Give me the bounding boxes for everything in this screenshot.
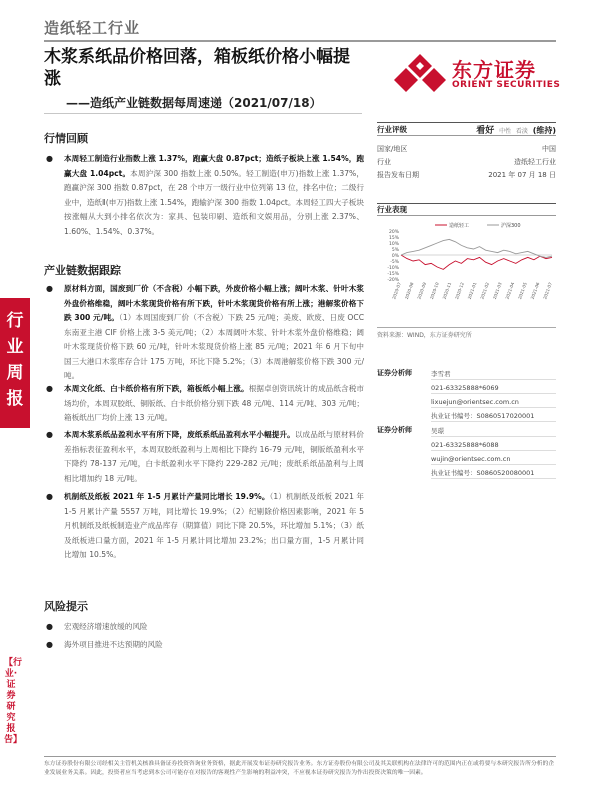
- disclaimer: 东方证券股份有限公司经相关主管机关核准具备证券投资咨询业务资格，据此开展发布证券研究报告业务。东方证券股份有限公司及其关联机构在法律许可的范围内正在或将要与本研究报告所分析的企业发展业务关系。因此，投资者应当考虑到本公司可能存在对报告的客观性产生影响的利益冲突，不应视本证券研究报告为作出投资决策的唯一因素。: [44, 761, 555, 776]
- analyst-cert: 执业证书编号：S0860517020001: [431, 410, 556, 422]
- bullet-bold: 机制纸及纸板 2021 年 1-5 月累计产量同比增长 19.9%。: [64, 492, 270, 501]
- rating-row-value: 中国: [542, 144, 556, 153]
- performance-title: 行业表现: [377, 203, 556, 216]
- rating-table: [377, 122, 556, 181]
- chain-bullet-3: [44, 428, 364, 486]
- x-tick-label: 2020-08: [403, 281, 415, 300]
- series-line-0: [401, 255, 552, 269]
- y-tick-label: -15%: [387, 272, 399, 277]
- bullet-bold: 本周文化纸、白卡纸价格有所下跌，箱板纸小幅上涨。: [64, 384, 249, 393]
- analyst-block-1: [377, 368, 556, 428]
- x-tick-label: 2021-04: [504, 281, 516, 300]
- analyst-name: 李雪君: [431, 368, 556, 380]
- y-tick-label: -10%: [387, 266, 399, 271]
- report-title: 木浆系纸品价格回落，箱板纸价格小幅提涨: [44, 47, 350, 89]
- analyst-name: 吴璟: [431, 425, 556, 437]
- legend-label: 造纸轻工: [449, 223, 470, 229]
- analyst-role: 证券分析师: [377, 426, 412, 434]
- bullet-text: （1）机制纸及纸板 2021 年 1-5 月累计产量 5557 万吨，同比增长 19.9%；（2）纪剔除价格因素影响，2021 年 5 月机制纸及纸板制造业产成品库存（期算值）同比下降 20.5%，环比增加 5.1%；（3）纸及纸板进口量方面，2021 年 1-5 月累计同比增加 23.2%；出口量方面，1-5 月累计同比增加 10.5%。: [64, 492, 364, 559]
- rating-row-key: 国家/地区: [377, 144, 408, 153]
- industry-tag: 造纸轻工行业: [44, 19, 141, 37]
- top-divider: [44, 40, 556, 42]
- industry-performance-chart: [377, 217, 556, 325]
- x-tick-label: 2021-03: [491, 281, 503, 300]
- chain-bullet-2: [44, 382, 364, 426]
- rating-value: 看好: [476, 125, 495, 136]
- orient-logo-icon: [390, 52, 450, 96]
- disclaimer-divider: [44, 756, 556, 757]
- x-tick-label: 2020-10: [429, 281, 440, 300]
- legend-label: 沪深300: [501, 223, 521, 229]
- x-tick-label: 2021-05: [517, 281, 528, 300]
- title-divider: [44, 113, 362, 114]
- bullet-text: 根据卓创资讯统计的成品纸含税市场均价，本周双胶纸、铜版纸、白卡纸价格分别下跌 48 元/吨、114 元/吨、303 元/吨；箱板纸出厂均价上涨 13 元/吨。: [64, 384, 365, 422]
- bullet-text: 宏观经济增速放缓的风险: [64, 622, 148, 631]
- y-tick-label: 20%: [388, 230, 399, 235]
- x-tick-label: 2021-01: [466, 281, 478, 300]
- risk-bullet-2: [44, 638, 364, 653]
- x-tick-label: 2021-06: [529, 281, 541, 300]
- x-tick-label: 2021-02: [479, 281, 491, 300]
- side-label: 行业周报: [6, 311, 24, 409]
- bullet-dot-icon: ●: [46, 622, 53, 631]
- x-tick-label: 2020-09: [416, 281, 428, 300]
- rating-option: 看淡: [515, 127, 528, 135]
- rating-row: [377, 142, 556, 155]
- analyst-cert: 执业证书编号：S0860520080001: [431, 467, 556, 479]
- x-tick-label: 2020-07: [391, 281, 402, 300]
- bullet-text: （1）本周国废到厂价（不含税）下跌 25 元/吨；美废、欧废、日废 OCC 东南亚主港 CIF 价格上涨 3-5 美元/吨；（2）本周阔叶木浆、针叶木浆外盘价格维稳；阔叶木浆现货价格下跌 60 元/吨，针叶木浆现货价格上涨 85 元/吨；2021 年 6 月下旬中国三大港口木浆库存合计 175 万吨，环比下降 5.2%；（3）本周港解浆价格下跌 300 元/吨。: [64, 313, 364, 380]
- section-review-heading: 行情回顾: [44, 132, 88, 145]
- rating-row-key: 报告发布日期: [377, 170, 419, 179]
- chain-bullet-1: [44, 282, 364, 384]
- bullet-dot-icon: ●: [46, 284, 53, 293]
- y-tick-label: 15%: [388, 236, 399, 241]
- y-tick-label: 0%: [391, 254, 399, 259]
- analyst-role: 证券分析师: [377, 369, 412, 377]
- chain-bullet-4: [44, 490, 364, 563]
- source-divider: [377, 327, 556, 328]
- rating-option: 中性: [499, 127, 512, 135]
- risk-bullet-1: [44, 620, 364, 635]
- section-chain-heading: 产业链数据跟踪: [44, 264, 121, 277]
- rating-row: [377, 168, 556, 181]
- x-tick-label: 2021-07: [542, 281, 553, 300]
- analyst-phone: 021-63325888*6088: [431, 439, 556, 451]
- section-risk-heading: 风险提示: [44, 600, 88, 613]
- y-tick-label: 10%: [388, 242, 399, 247]
- rating-head-row: [377, 122, 556, 136]
- chart-source: 资料来源：WIND，东方证券研究所: [377, 332, 472, 339]
- analyst-email[interactable]: wujin@orientsec.com.cn: [431, 453, 556, 465]
- x-tick-label: 2020-12: [454, 281, 465, 300]
- logo-name-en: ORIENT SECURITIES: [452, 80, 561, 90]
- bullet-dot-icon: ●: [46, 430, 53, 439]
- bullet-text: 本周沪深 300 指数上涨 0.50%。轻工制造(申万)指数上涨 1.37%，跑赢沪深 300 指数 0.87pct，在 28 个申万一级行业中位列第 13 位，排名中位；二级行业中，造纸Ⅱ(申万)指数上涨 1.54%，跑输沪深 300 指数 1.04pct。本周轻工四大子板块按涨幅从大到小排名依次为：家具、包装印刷、造纸和文娱用品，分别上涨 2.37%、1.60%、1.54%、0.37%。: [64, 168, 364, 236]
- bullet-dot-icon: ●: [46, 492, 53, 501]
- bullet-bold: 本周木浆系纸品盈利水平有所下降，废纸系纸品盈利水平小幅提升。: [64, 430, 295, 439]
- y-tick-label: 5%: [391, 248, 399, 253]
- x-tick-label: 2020-11: [441, 281, 453, 300]
- bullet-text: 以成品纸与原材料价差指标表征盈利水平，本周双胶纸盈利与上周相比下降约 16-79 元/吨，铜版纸盈利水平下降约 78-137 元/吨，白卡纸盈利水平下降约 229-282 元/吨；废纸系纸品盈利与上周相比增加约 18 元/吨。: [64, 430, 364, 483]
- rating-status: (维持): [532, 125, 556, 135]
- bullet-dot-icon: ●: [46, 154, 53, 163]
- rating-row-key: 行业: [377, 157, 391, 166]
- rating-row: [377, 155, 556, 168]
- bullet-bold: 原材料方面，国废到厂价（不含税）小幅下跌，外废价格小幅上涨；阔叶木浆、针叶木浆外盘价格维稳，阔叶木浆现货价格有所下跌，针叶木浆现货价格有所上涨；港解浆价格下跌 300 元/吨。: [64, 284, 364, 322]
- bullet-text: 海外项目推进不达预期的风险: [64, 640, 163, 649]
- rating-row-value: 造纸轻工行业: [514, 157, 556, 166]
- y-tick-label: -5%: [390, 260, 399, 265]
- series-line-1: [401, 239, 552, 257]
- bullet-bold: 本周轻工制造行业指数上涨 1.37%，跑赢大盘 0.87pct；造纸子板块上涨 1.54%，跑赢大盘 1.04pct。: [64, 154, 364, 178]
- analyst-block-2: [377, 425, 556, 485]
- bullet-dot-icon: ●: [46, 640, 53, 649]
- report-subtitle: ——造纸产业链数据每周速递（2021/07/18）: [66, 96, 322, 110]
- rating-row-value: 2021 年 07 月 18 日: [488, 170, 556, 179]
- side-label-bottom: 【行业·证券研究报告】: [4, 658, 23, 745]
- bullet-dot-icon: ●: [46, 384, 53, 393]
- y-tick-label: -20%: [387, 278, 399, 283]
- review-bullet: [44, 152, 364, 239]
- logo-name-cn: 东方证券: [452, 58, 536, 82]
- analyst-phone: 021-63325888*6069: [431, 382, 556, 394]
- analyst-email[interactable]: lixuejun@orientsec.com.cn: [431, 396, 556, 408]
- rating-label: 行业评级: [377, 124, 407, 134]
